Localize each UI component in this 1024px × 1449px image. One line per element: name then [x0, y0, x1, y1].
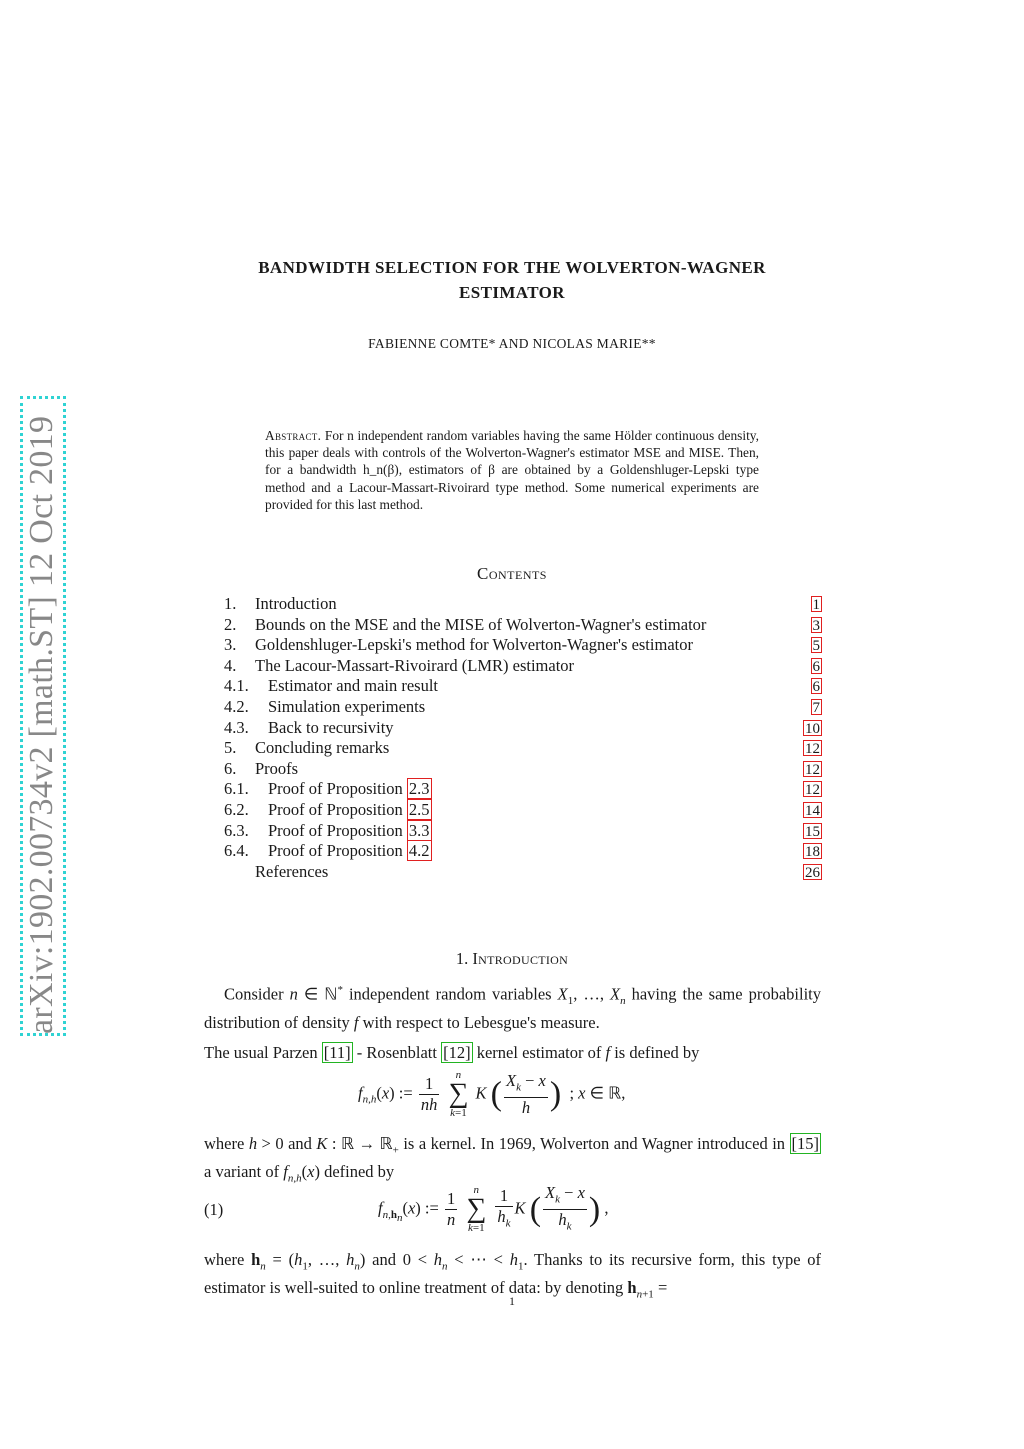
toc-entry-number: 6.3.	[224, 820, 249, 840]
page-number: 1	[509, 1294, 515, 1308]
intro-paragraph-4: where $h_n = (h_1$, …, $h_n$) and $0 < h_n$ < ⋯ < $h_1$. Thanks to its recursive form, this type of estimator is well-suited to online treatment of data: by denoting $h_{n+1}$ =	[204, 1250, 822, 1301]
proposition-link[interactable]: 3.3	[408, 820, 430, 840]
toc-entry[interactable]	[224, 862, 824, 883]
toc-entry[interactable]	[224, 759, 824, 780]
toc-page-link[interactable]: 7	[812, 699, 820, 716]
table-of-contents	[224, 594, 824, 882]
toc-entry[interactable]	[224, 718, 824, 739]
defined-by-text-2: defined by	[324, 1162, 395, 1182]
toc-entry-text: Proof of Proposition	[268, 820, 403, 840]
intro-paragraph-1: Consider n ∈ ℕ* independent random variables $X_1$, …, $X_n$ having the same probability distribution of density f with respect to Lebesgue's measure.	[204, 984, 821, 1032]
toc-entry[interactable]	[224, 615, 824, 636]
intro-paragraph-3: where h > 0 and K : ℝ → ℝ$_+$ is a kernel. In 1969, Wolverton and Wagner introduced in [15] a variant of $f_{n,h}(x)$ defined by	[204, 1134, 820, 1185]
toc-entry-number: 4.1.	[224, 676, 249, 696]
toc-page-link[interactable]: 6	[812, 679, 820, 696]
toc-entry-text: The Lacour-Massart-Rivoirard (LMR) estimator	[255, 655, 575, 675]
where-text: where	[204, 1134, 245, 1153]
variant-text: a variant of	[204, 1162, 280, 1182]
toc-entry-number: 3.	[224, 635, 237, 655]
toc-entry-label	[255, 738, 389, 759]
toc-entry-label	[255, 635, 693, 656]
abstract-heading: Abstract.	[265, 428, 322, 443]
toc-entry-number: 6.1.	[224, 779, 249, 799]
toc-page-link[interactable]: 18	[805, 844, 820, 861]
toc-entry-number: 4.2.	[224, 696, 249, 716]
toc-entry[interactable]	[224, 738, 824, 759]
proposition-link[interactable]: 2.5	[408, 799, 430, 819]
toc-entry-number: 4.3.	[224, 717, 249, 737]
toc-entry-label	[255, 656, 574, 677]
toc-entry[interactable]	[224, 821, 824, 842]
citation-link[interactable]: [11]	[323, 1043, 351, 1062]
toc-entry-text: Proof of Proposition	[268, 841, 403, 861]
authors: FABIENNE COMTE* AND NICOLAS MARIE**	[368, 336, 656, 351]
abstract-text: For n independent random variables having the same Hölder continuous density, this paper deals with controls of the Wolverton-Wagner's estimator MSE and MISE. Then, for a bandwidth h_n(β), estimators of β are obtained by a Goldenshluger-Lepski type method and a Lacour-Massart-Rivoirard type method. Some numerical experiments are provided for this last method.	[265, 428, 759, 512]
toc-entry-text: Goldenshluger-Lepski's method for Wolverton-Wagner's estimator	[255, 635, 693, 655]
toc-entry-text: Bounds on the MSE and the MISE of Wolverton-Wagner's estimator	[255, 614, 707, 634]
recursive-text: Thanks to its recursive form, this type of estimator is well-suited to online treatment of data: by denoting	[204, 1250, 822, 1298]
parzen-text: The usual Parzen	[204, 1043, 318, 1062]
toc-entry-label	[268, 841, 432, 862]
section-title: Introduction	[472, 949, 569, 968]
toc-entry[interactable]	[224, 779, 824, 800]
abstract	[265, 427, 759, 513]
intro-text-1: independent random variables	[348, 984, 552, 1004]
toc-page-link[interactable]: 1	[812, 597, 820, 613]
proposition-link[interactable]: 4.2	[408, 841, 430, 861]
toc-page-link[interactable]: 3	[812, 617, 820, 634]
defined-by-text: is defined by	[614, 1043, 700, 1062]
toc-entry-label	[268, 821, 432, 842]
toc-entry-label	[268, 779, 432, 800]
toc-page-link[interactable]: 12	[805, 761, 820, 778]
toc-entry[interactable]	[224, 841, 824, 862]
toc-entry-text: Proofs	[255, 758, 299, 778]
toc-entry-text: Introduction	[255, 594, 337, 613]
citation-link[interactable]: [12]	[443, 1043, 471, 1062]
section-number: 1.	[455, 949, 469, 968]
toc-entry-number: 6.2.	[224, 799, 249, 819]
toc-entry[interactable]	[224, 697, 824, 718]
toc-page-link[interactable]: 26	[805, 864, 820, 881]
toc-entry[interactable]	[224, 635, 824, 656]
toc-entry[interactable]	[224, 656, 824, 677]
paper-title	[150, 255, 874, 305]
intro-text-2: having the same probability distribution of density	[204, 984, 821, 1032]
toc-entry-label	[268, 697, 425, 718]
toc-entry-label	[268, 800, 432, 821]
arxiv-identifier[interactable]: arXiv:1902.00734v2 [math.ST] 12 Oct 2019	[23, 415, 60, 1034]
toc-page-link[interactable]: 15	[805, 823, 820, 840]
title-line-1: BANDWIDTH SELECTION FOR THE WOLVERTON-WAGNER	[258, 258, 766, 277]
intro-paragraph-2: The usual Parzen [11] - Rosenblatt [12] kernel estimator of f is defined by	[204, 1043, 700, 1062]
toc-entry[interactable]	[224, 676, 824, 697]
wolverton-text: is a kernel. In 1969, Wolverton and Wagner introduced in	[403, 1134, 786, 1153]
intro-text-3: with respect to Lebesgue's measure.	[362, 1012, 600, 1032]
equation-number: (1)	[204, 1200, 224, 1219]
toc-page-link[interactable]: 14	[805, 802, 820, 819]
toc-entry-text: Simulation experiments	[268, 696, 426, 716]
toc-entry-label	[255, 615, 706, 636]
toc-entry-text: Proof of Proposition	[268, 779, 403, 799]
toc-entry-label	[255, 594, 337, 615]
section-heading	[150, 949, 874, 969]
equation-wolverton-wagner: $f_{n,h_n}(x)$ := $\frac{1}{n}$ n ∑ k=1 $\frac{1}{h_k}$ K ( $\frac{X_k - x}{h_k}$ ) ,	[378, 1183, 609, 1235]
proposition-link[interactable]: 2.3	[408, 779, 430, 799]
kernel-text: kernel estimator of	[476, 1043, 602, 1062]
toc-entry-number: 2.	[224, 614, 237, 634]
toc-entry-number: 6.4.	[224, 841, 249, 861]
equation-parzen: $f_{n,h}(x)$ := $\frac{1}{nh}$ n ∑ k=1 K ( $\frac{X_k - x}{h}$ ) ; x ∈ ℝ,	[358, 1069, 626, 1119]
toc-page-link[interactable]: 12	[805, 741, 820, 758]
toc-entry-label	[255, 759, 298, 780]
toc-entry-label	[268, 676, 438, 697]
toc-entry-label	[255, 862, 328, 883]
toc-entry-number: 6.	[224, 758, 237, 778]
toc-entry-number: 5.	[224, 738, 237, 758]
toc-entry-text: References	[255, 861, 329, 881]
contents-title: Contents	[476, 564, 547, 583]
rosenblatt-text: - Rosenblatt	[356, 1043, 437, 1062]
toc-entry-number: 1.	[224, 594, 237, 613]
toc-page-link[interactable]: 10	[805, 720, 820, 737]
toc-entry-text: Back to recursivity	[268, 717, 394, 737]
toc-page-link[interactable]: 5	[812, 638, 820, 655]
toc-entry-label	[268, 718, 394, 739]
toc-entry-number: 4.	[224, 655, 237, 675]
toc-entry-text: Proof of Proposition	[268, 799, 403, 819]
title-line-2: ESTIMATOR	[459, 283, 565, 302]
toc-page-link[interactable]: 12	[805, 782, 820, 799]
toc-entry-text: Estimator and main result	[268, 676, 439, 696]
toc-entry[interactable]	[224, 594, 824, 615]
citation-link[interactable]: [15]	[791, 1134, 820, 1153]
toc-page-link[interactable]: 6	[812, 658, 820, 675]
toc-entry[interactable]	[224, 800, 824, 821]
toc-entry-text: Concluding remarks	[255, 738, 390, 758]
